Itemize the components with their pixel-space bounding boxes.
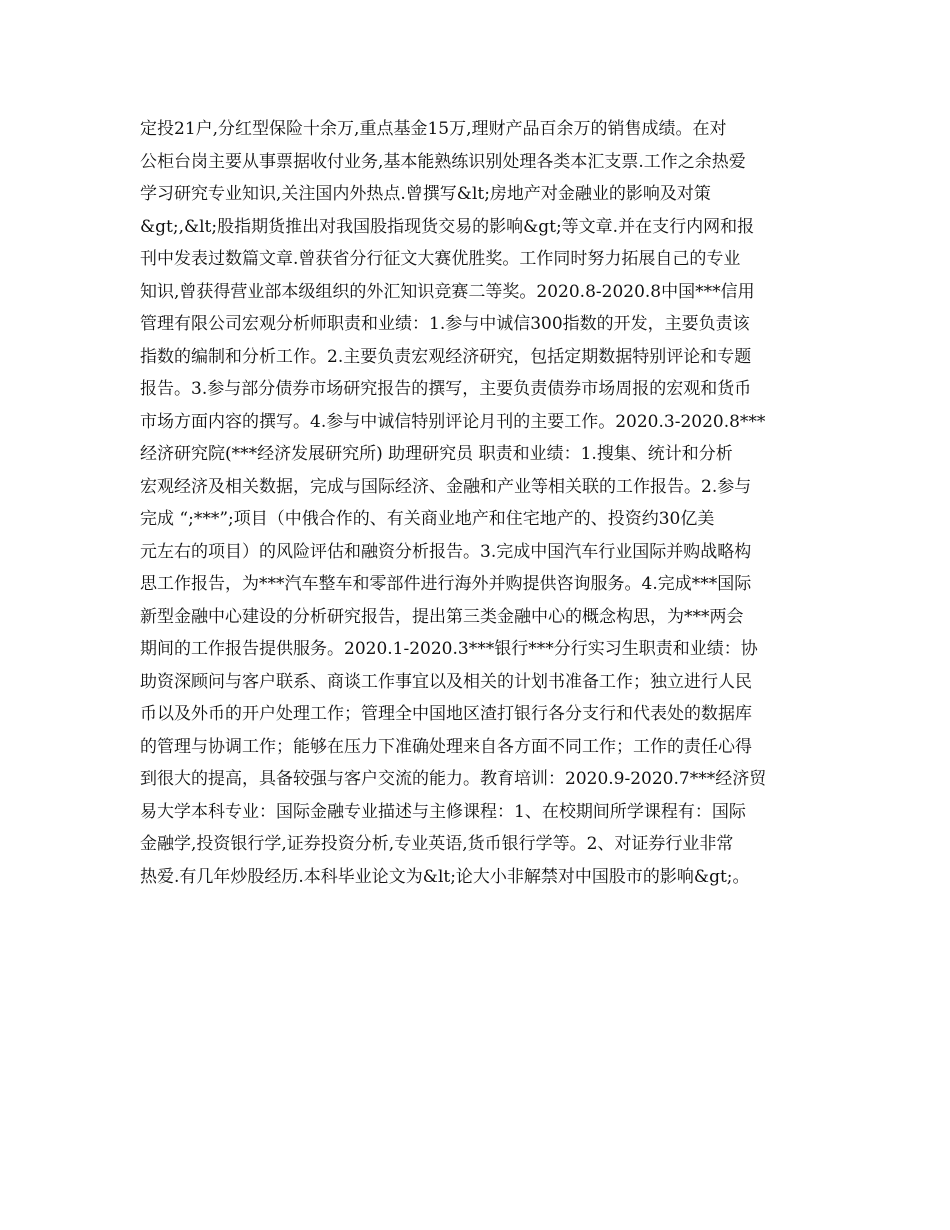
text-line: &gt;,&lt;股指期货推出对我国股指现货交易的影响&gt;等文章.并在支行内网和报: [140, 216, 755, 237]
text-line: 经济研究院(***经济发展研究所) 助理研究员 职责和业绩：1.搜集、统计和分析: [140, 444, 733, 464]
body-text: [140, 113, 820, 893]
text-line: 完成 “;***”;项目（中俄合作的、有关商业地产和住宅地产的、投资约30亿美: [140, 509, 715, 529]
text-line: 金融学,投资银行学,证券投资分析,专业英语,货币银行学等。2、对证券行业非常: [140, 834, 734, 854]
text-line: 助资深顾问与客户联系、商谈工作事宜以及相关的计划书准备工作；独立进行人民: [140, 671, 752, 692]
text-line: 学习研究专业知识,关注国内外热点.曾撰写&lt;房地产对金融业的影响及对策: [140, 184, 711, 204]
text-line: 定投21户,分红型保险十余万,重点基金15万,理财产品百余万的销售成绩。在对: [140, 119, 727, 139]
text-line: 到很大的提高，具备较强与客户交流的能力。教育培训：2020.9-2020.7***经济贸: [140, 769, 767, 789]
text-line: 刊中发表过数篇文章.曾获省分行征文大赛优胜奖。工作同时努力拓展自己的专业: [140, 249, 741, 269]
text-line: 报告。3.参与部分债券市场研究报告的撰写，主要负责债券市场周报的宏观和货币: [140, 379, 752, 399]
text-line: 元左右的项目）的风险评估和融资分析报告。3.完成中国汽车行业国际并购战略构: [140, 541, 752, 562]
text-line: 期间的工作报告提供服务。2020.1-2020.3***银行***分行实习生职责和业绩：协: [140, 639, 758, 659]
text-line: 知识,曾获得营业部本级组织的外汇知识竞赛二等奖。2020.8-2020.8中国***信用: [140, 281, 755, 302]
text-line: 热爱.有几年炒股经历.本科毕业论文为&lt;论大小非解禁对中国股市的影响&gt;。: [140, 866, 750, 887]
text-line: 宏观经济及相关数据，完成与国际经济、金融和产业等相关联的工作报告。2.参与: [140, 476, 752, 497]
text-line: 易大学本科专业：国际金融专业描述与主修课程：1、在校期间所学课程有：国际: [140, 801, 746, 822]
text-line: 币以及外币的开户处理工作；管理全中国地区渣打银行各分支行和代表处的数据库: [140, 704, 752, 724]
text-line: 管理有限公司宏观分析师职责和业绩：1.参与中诚信300指数的开发，主要负责该: [140, 314, 750, 334]
text-line: 公柜台岗主要从事票据收付业务,基本能熟练识别处理各类本汇支票.工作之余热爱: [140, 151, 746, 172]
text-line: 新型金融中心建设的分析研究报告，提出第三类金融中心的概念构思，为***两会: [140, 606, 744, 627]
text-line: 思工作报告，为***汽车整车和零部件进行海外并购提供咨询服务。4.完成***国际: [140, 574, 752, 594]
text-line: 市场方面内容的撰写。4.参与中诚信特别评论月刊的主要工作。2020.3-2020.8***: [140, 411, 766, 432]
text-line: 的管理与协调工作；能够在压力下准确处理来自各方面不同工作；工作的责任心得: [140, 736, 752, 757]
text-line: 指数的编制和分析工作。2.主要负责宏观经济研究，包括定期数据特别评论和专题: [140, 346, 752, 367]
